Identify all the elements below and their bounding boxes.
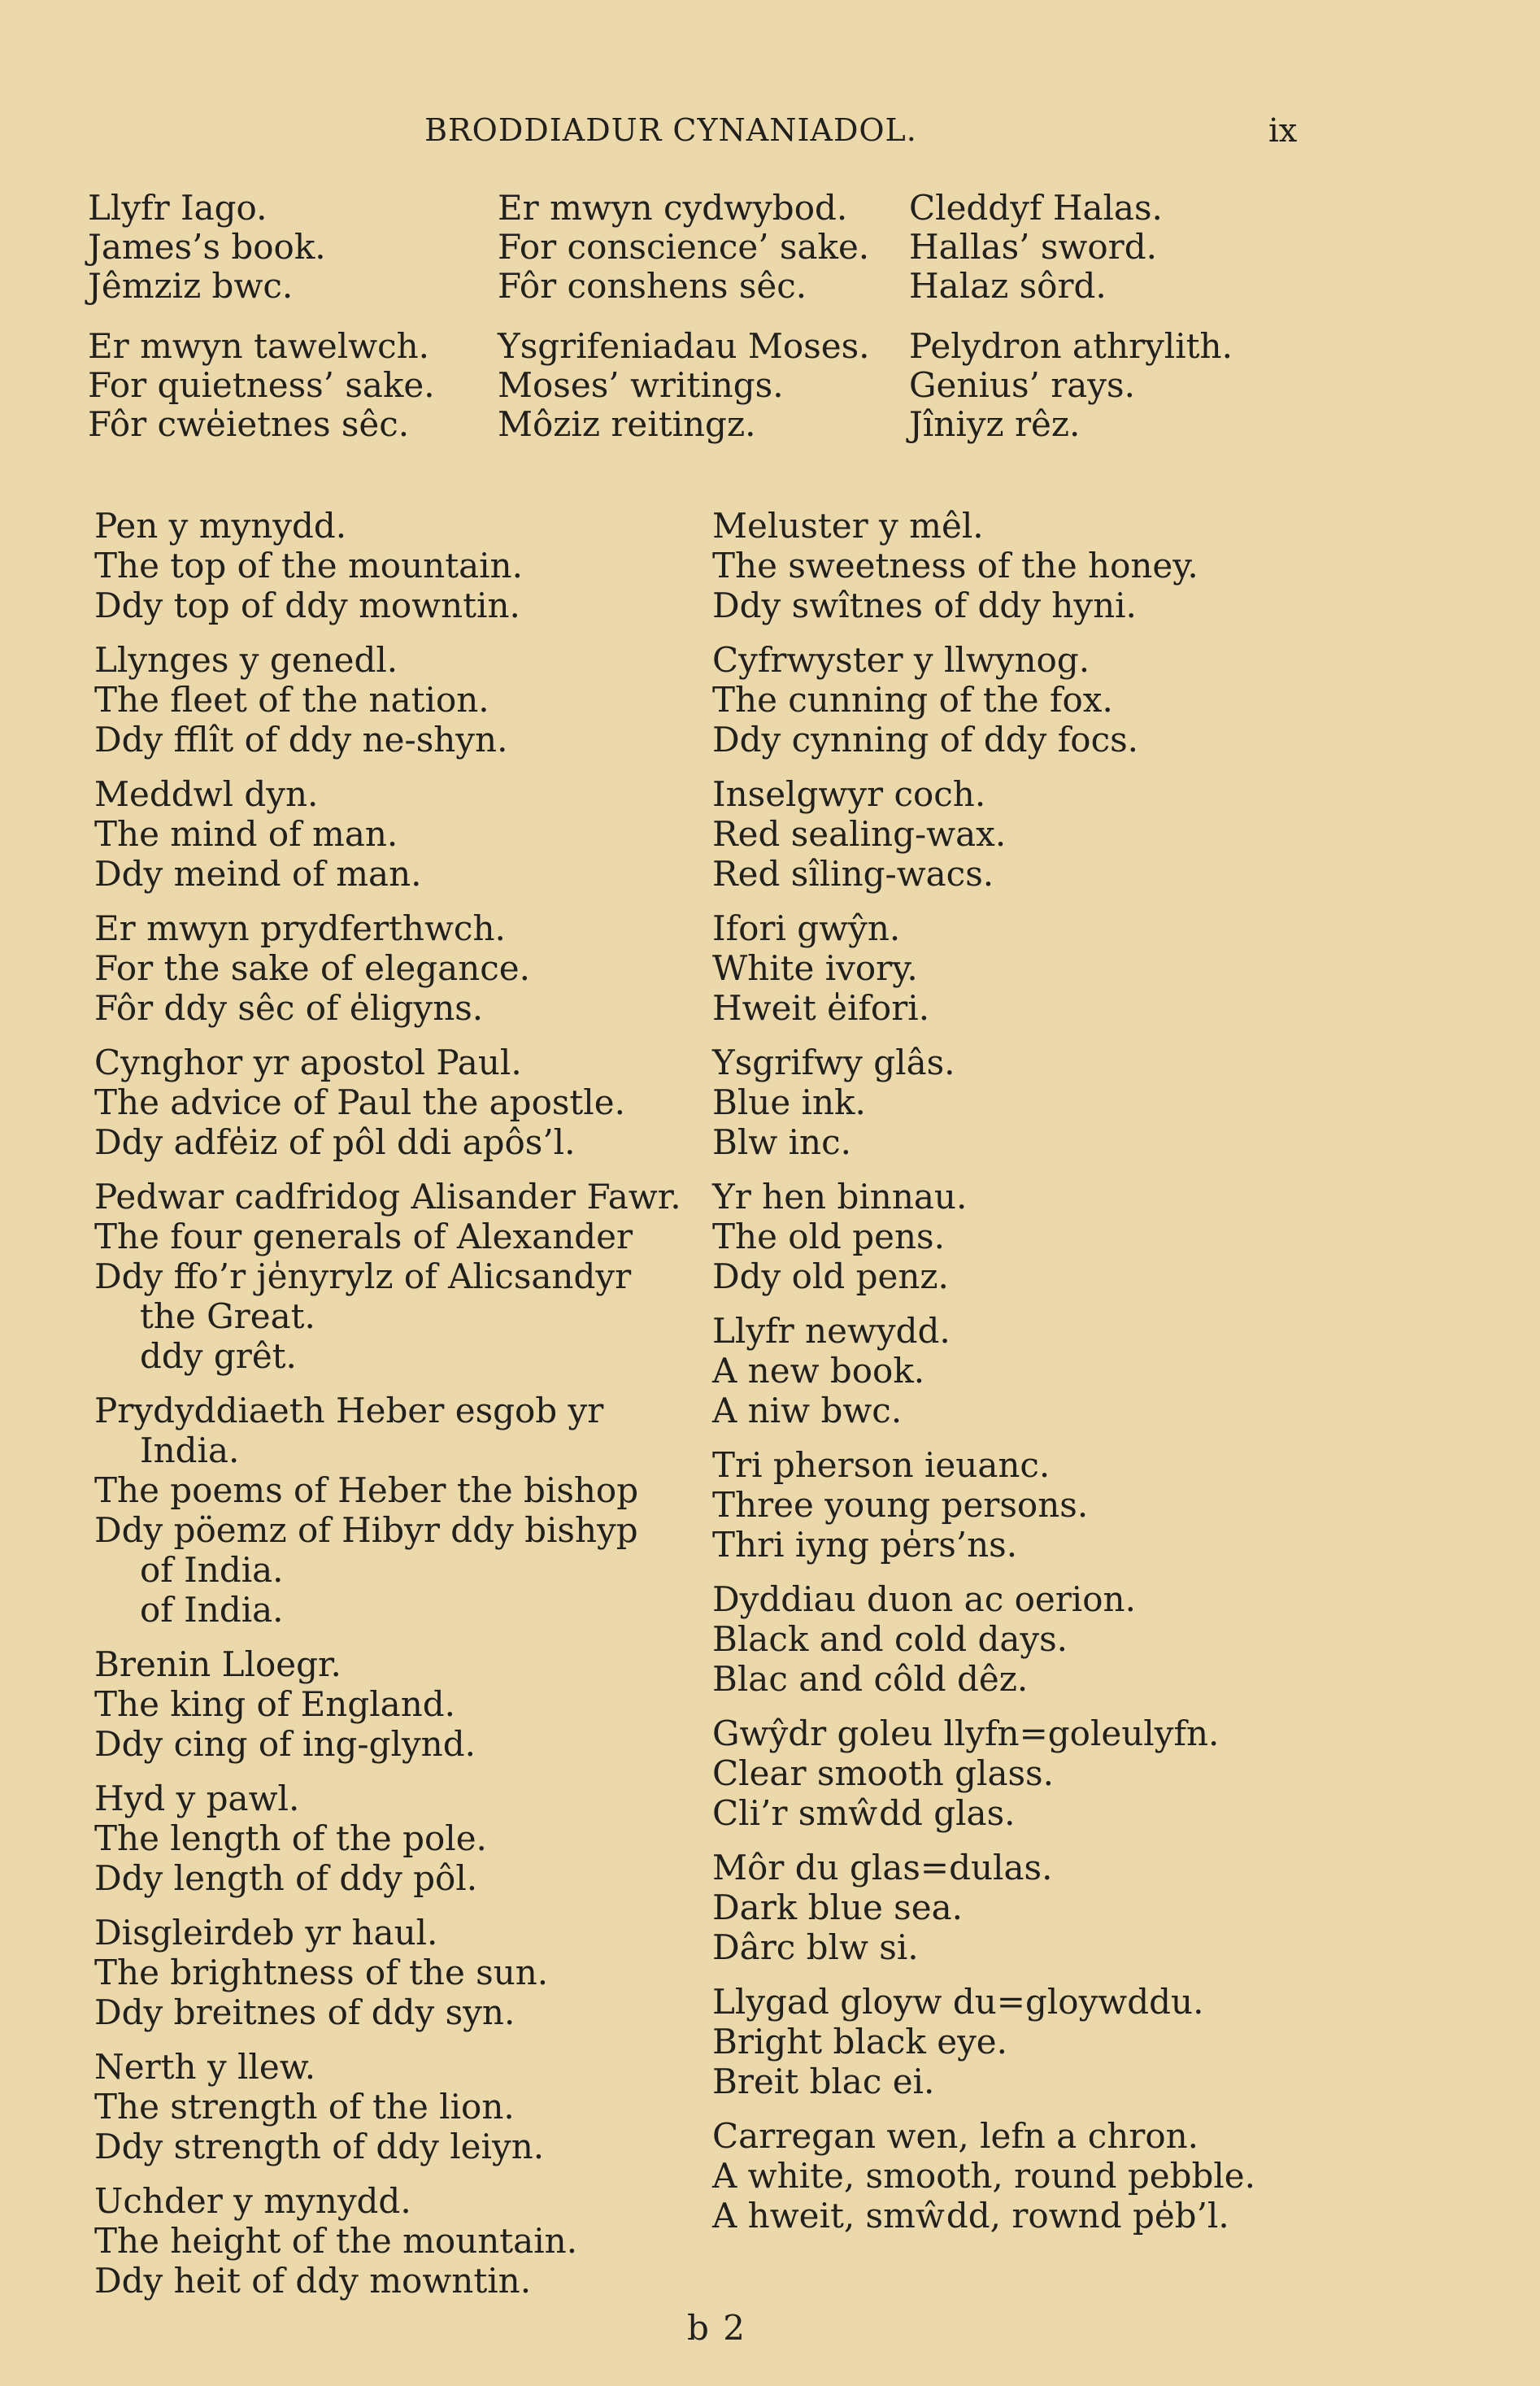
phrase-entry <box>94 1043 681 1162</box>
phonetic-line: Ddy top of ddy mowntin. <box>94 586 520 625</box>
english-line: The top of the mountain. <box>94 546 523 586</box>
english-line: The advice of Paul the apostle. <box>94 1082 625 1122</box>
phrase-entry <box>712 1982 1255 2101</box>
english-line: Hallas’ sword. <box>909 227 1157 267</box>
english-line: Genius’ rays. <box>909 365 1135 405</box>
phrase-entry <box>712 1043 1255 1162</box>
phonetic-line-continued: of India. <box>140 1590 284 1630</box>
welsh-line: Pelydron athrylith. <box>909 326 1233 366</box>
english-line: The height of the mountain. <box>94 2221 578 2261</box>
welsh-line: Pen y mynydd. <box>94 506 347 546</box>
phonetic-line: Fôr ddy sêc of e̍ligyns. <box>94 988 484 1028</box>
english-line: The mind of man. <box>94 814 398 854</box>
phrase-entry <box>94 2047 681 2166</box>
english-line: The length of the pole. <box>94 1818 487 1858</box>
welsh-line: Nerth y llew. <box>94 2047 316 2087</box>
welsh-line: Llygad gloyw du=gloywddu. <box>712 1982 1204 2022</box>
phrase-entry <box>94 1913 681 2032</box>
phonetic-line: Môziz reitingz. <box>498 404 756 444</box>
welsh-line: Uchder y mynydd. <box>94 2181 411 2221</box>
welsh-line: Gwŷdr goleu llyfn=goleulyfn. <box>712 1713 1220 1753</box>
phonetic-line: Red sîling-wacs. <box>712 854 994 894</box>
phrase-entry <box>94 1177 681 1376</box>
phonetic-line: Breit blac ei. <box>712 2062 935 2101</box>
welsh-line: Inselgwyr coch. <box>712 774 986 814</box>
phonetic-line: Ddy cynning of ddy focs. <box>712 720 1138 760</box>
phonetic-line-continued: ddy grêt. <box>140 1336 297 1376</box>
phrase-entry <box>712 506 1255 625</box>
welsh-line: Yr hen binnau. <box>712 1177 968 1217</box>
phrase-entry <box>712 1177 1255 1296</box>
welsh-line-continued: India. <box>140 1430 240 1470</box>
phrase-entry <box>712 1713 1255 1833</box>
phrase-entry <box>712 1311 1255 1430</box>
welsh-line: Cyfrwyster y llwynog. <box>712 640 1090 680</box>
english-line: The poems of Heber the bishop <box>94 1470 639 1510</box>
english-line: For quietness’ sake. <box>88 365 435 405</box>
phonetic-line: Ddy breitnes of ddy syn. <box>94 1992 516 2032</box>
phrase-entry <box>712 2116 1255 2236</box>
top-column-2 <box>498 189 920 465</box>
english-line: Red sealing-wax. <box>712 814 1007 854</box>
phrase-entry <box>712 774 1255 894</box>
english-line: A new book. <box>712 1351 925 1391</box>
phonetic-line: Ddy pöemz of Hibyr ddy bishyp <box>94 1510 638 1550</box>
phrase-entry <box>94 1644 681 1764</box>
english-line: The fleet of the nation. <box>94 680 489 720</box>
english-line: The old pens. <box>712 1217 945 1256</box>
phrase-entry <box>94 908 681 1028</box>
phonetic-line: Ddy ffo’r je̍nyrylz of Alicsandyr <box>94 1256 632 1296</box>
phrase-entry <box>88 189 511 306</box>
english-line: Black and cold days. <box>712 1619 1068 1659</box>
english-line: White ivory. <box>712 948 918 988</box>
english-line: The cunning of the fox. <box>712 680 1113 720</box>
phonetic-line: Ddy cing of ing-glynd. <box>94 1724 476 1764</box>
page-number: ix <box>1268 112 1298 150</box>
phonetic-line: Blac and côld dêz. <box>712 1659 1029 1699</box>
phrase-entry <box>909 327 1332 444</box>
welsh-line: Disgleirdeb yr haul. <box>94 1913 438 1953</box>
phrase-entry <box>94 2181 681 2301</box>
phonetic-line: A hweit, smŵdd, rownd pe̍b’l. <box>712 2196 1229 2236</box>
welsh-line: Ysgrifwy glâs. <box>712 1043 955 1082</box>
welsh-line: Er mwyn cydwybod. <box>498 188 848 228</box>
phonetic-line: Cli’r smŵdd glas. <box>712 1793 1016 1833</box>
english-line: Blue ink. <box>712 1082 866 1122</box>
welsh-line: Hyd y pawl. <box>94 1779 300 1818</box>
phrase-entry <box>94 640 681 760</box>
phonetic-line: Fôr cwe̍ietnes sêc. <box>88 404 410 444</box>
english-line: Bright black eye. <box>712 2022 1008 2062</box>
english-line: The strength of the lion. <box>94 2087 515 2127</box>
phonetic-line: Ddy meind of man. <box>94 854 422 894</box>
english-line: The brightness of the sun. <box>94 1953 549 1992</box>
welsh-line: Cynghor yr apostol Paul. <box>94 1043 522 1082</box>
phonetic-line: A niw bwc. <box>712 1391 903 1430</box>
english-line: Three young persons. <box>712 1485 1089 1525</box>
phrase-entry <box>94 774 681 894</box>
english-line: James’s book. <box>88 227 326 267</box>
welsh-line: Llynges y genedl. <box>94 640 398 680</box>
welsh-line: Cleddyf Halas. <box>909 188 1163 228</box>
phonetic-line: Dârc blw si. <box>712 1927 919 1967</box>
phrase-entry <box>94 1779 681 1898</box>
welsh-line: Llyfr Iago. <box>88 188 268 228</box>
phrase-entry <box>712 908 1255 1028</box>
phonetic-line: Ddy length of ddy pôl. <box>94 1858 478 1898</box>
phonetic-line: Blw inc. <box>712 1122 851 1162</box>
running-head: BRODDIADUR CYNANIADOL. <box>424 112 917 148</box>
welsh-line: Tri pherson ieuanc. <box>712 1445 1051 1485</box>
phonetic-line: Ddy adfe̍iz of pôl ddi apôs’l. <box>94 1122 576 1162</box>
welsh-line: Er mwyn prydferthwch. <box>94 908 506 948</box>
phonetic-line: Hweit e̍ifori. <box>712 988 930 1028</box>
phonetic-line: Jîniyz rêz. <box>909 404 1081 444</box>
welsh-line: Carregan wen, lefn a chron. <box>712 2116 1199 2156</box>
signature-mark: b 2 <box>687 2308 746 2348</box>
top-column-1 <box>88 189 511 465</box>
phonetic-line: Ddy old penz. <box>712 1256 949 1296</box>
welsh-line: Meluster y mêl. <box>712 506 984 546</box>
english-line: A white, smooth, round pebble. <box>712 2156 1255 2196</box>
welsh-line: Brenin Lloegr. <box>94 1644 341 1684</box>
phrase-entry <box>712 1848 1255 1967</box>
phonetic-line: Ddy swîtnes of ddy hyni. <box>712 586 1137 625</box>
phrase-entry <box>498 327 920 444</box>
english-line: Dark blue sea. <box>712 1887 963 1927</box>
top-column-3 <box>909 189 1332 465</box>
english-line: Clear smooth glass. <box>712 1753 1054 1793</box>
phrase-entry <box>498 189 920 306</box>
phonetic-line: Ddy strength of ddy leiyn. <box>94 2127 545 2166</box>
english-line: For the sake of elegance. <box>94 948 530 988</box>
phonetic-line: Ddy heit of ddy mowntin. <box>94 2261 532 2301</box>
phrase-entry <box>94 506 681 625</box>
welsh-line: Môr du glas=dulas. <box>712 1848 1053 1887</box>
left-column <box>94 506 681 2315</box>
welsh-line: Ifori gwŷn. <box>712 908 901 948</box>
welsh-line: Er mwyn tawelwch. <box>88 326 430 366</box>
english-line: The sweetness of the honey. <box>712 546 1199 586</box>
english-line: For conscience’ sake. <box>498 227 870 267</box>
phonetic-line: Thri iyng pe̍rs’ns. <box>712 1525 1018 1565</box>
phonetic-line: Fôr conshens sêc. <box>498 266 807 306</box>
phrase-entry <box>88 327 511 444</box>
welsh-line: Meddwl dyn. <box>94 774 319 814</box>
right-column <box>712 506 1255 2250</box>
welsh-line: Dyddiau duon ac oerion. <box>712 1579 1136 1619</box>
english-line-continued: of India. <box>140 1550 284 1590</box>
phonetic-line: Halaz sôrd. <box>909 266 1107 306</box>
phonetic-line: Jêmziz bwc. <box>88 266 294 306</box>
phrase-entry <box>712 1579 1255 1699</box>
welsh-line: Llyfr newydd. <box>712 1311 951 1351</box>
english-line: The four generals of Alexander <box>94 1217 633 1256</box>
phrase-entry <box>909 189 1332 306</box>
english-line: The king of England. <box>94 1684 455 1724</box>
phrase-entry <box>94 1391 681 1630</box>
welsh-line: Pedwar cadfridog Alisander Fawr. <box>94 1177 681 1217</box>
phonetic-line: Ddy fflît of ddy ne-shyn. <box>94 720 508 760</box>
phrase-entry <box>712 1445 1255 1565</box>
english-line: Moses’ writings. <box>498 365 784 405</box>
english-line-continued: the Great. <box>140 1296 315 1336</box>
welsh-line: Prydyddiaeth Heber esgob yr <box>94 1391 604 1430</box>
phrase-entry <box>712 640 1255 760</box>
welsh-line: Ysgrifeniadau Moses. <box>498 326 870 366</box>
